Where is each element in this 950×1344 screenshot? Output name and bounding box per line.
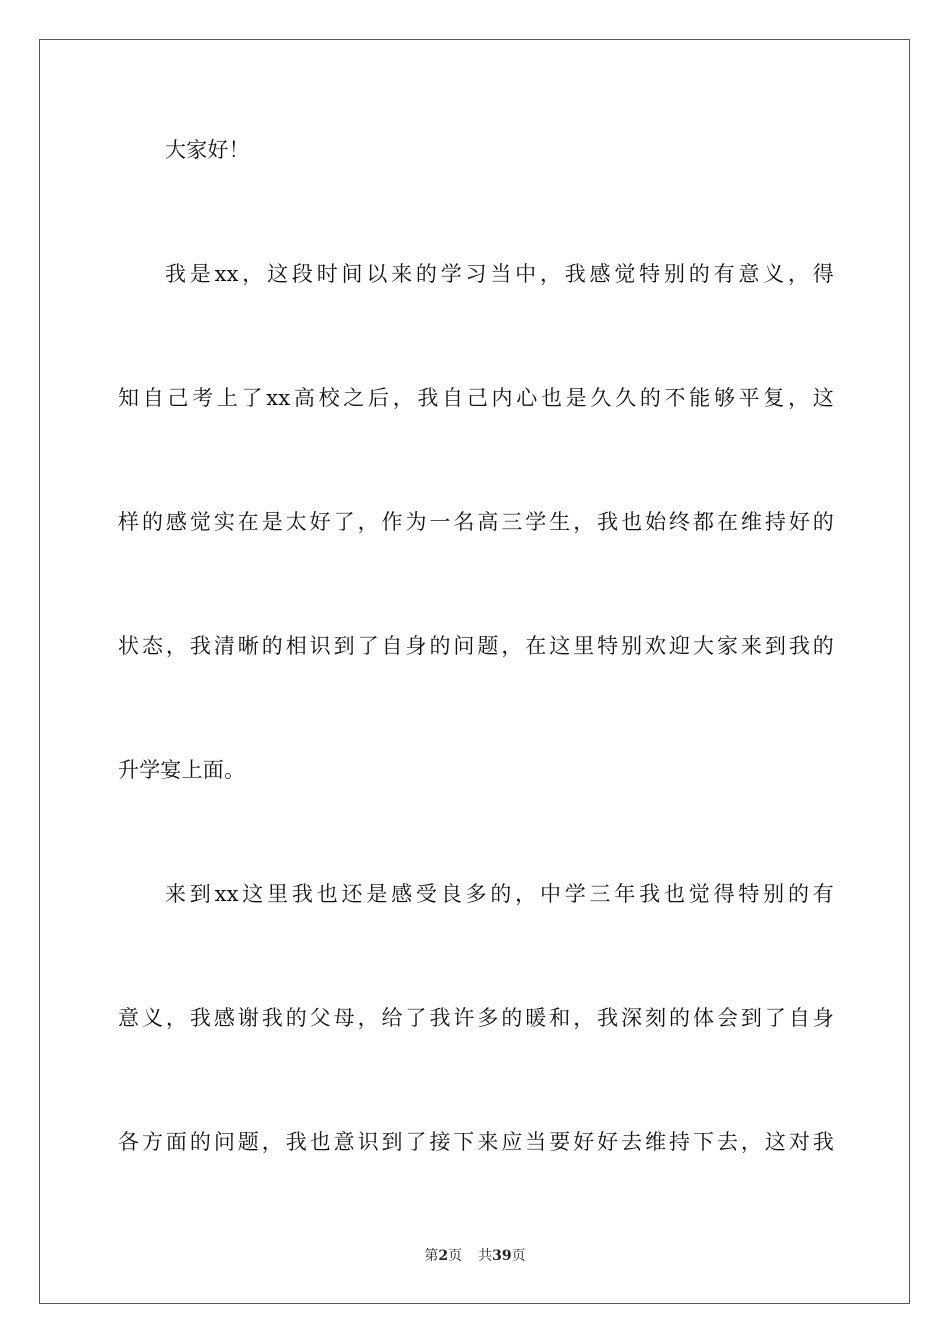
page-footer <box>0 1246 950 1266</box>
total-pages: 39 <box>492 1248 512 1264</box>
greeting-line: 大家好！ <box>165 138 250 162</box>
paragraph-2-line-1: 来到xx这里我也还是感受良多的，中学三年我也觉得特别的有 <box>165 882 834 906</box>
paragraph-1-line-1: 我是xx，这段时间以来的学习当中，我感觉特别的有意义，得 <box>165 262 834 286</box>
paragraph-1-line-5: 升学宴上面。 <box>118 758 246 782</box>
paragraph-2-line-3: 各方面的问题，我也意识到了接下来应当要好好去维持下去，这对我 <box>118 1130 834 1154</box>
page-border <box>39 39 910 1304</box>
paragraph-1-line-4: 状态，我清晰的相识到了自身的问题，在这里特别欢迎大家来到我的 <box>118 634 834 658</box>
paragraph-1-line-3: 样的感觉实在是太好了，作为一名高三学生，我也始终都在维持好的 <box>118 510 834 534</box>
page-label: 第2页 <box>424 1248 463 1264</box>
paragraph-1-line-2: 知自己考上了xx高校之后，我自己内心也是久久的不能够平复，这 <box>118 386 834 410</box>
paragraph-2-line-2: 意义，我感谢我的父母，给了我许多的暖和，我深刻的体会到了自身 <box>118 1006 834 1030</box>
total-pages-label: 共39页 <box>478 1248 526 1264</box>
page-number: 2 <box>438 1248 449 1264</box>
